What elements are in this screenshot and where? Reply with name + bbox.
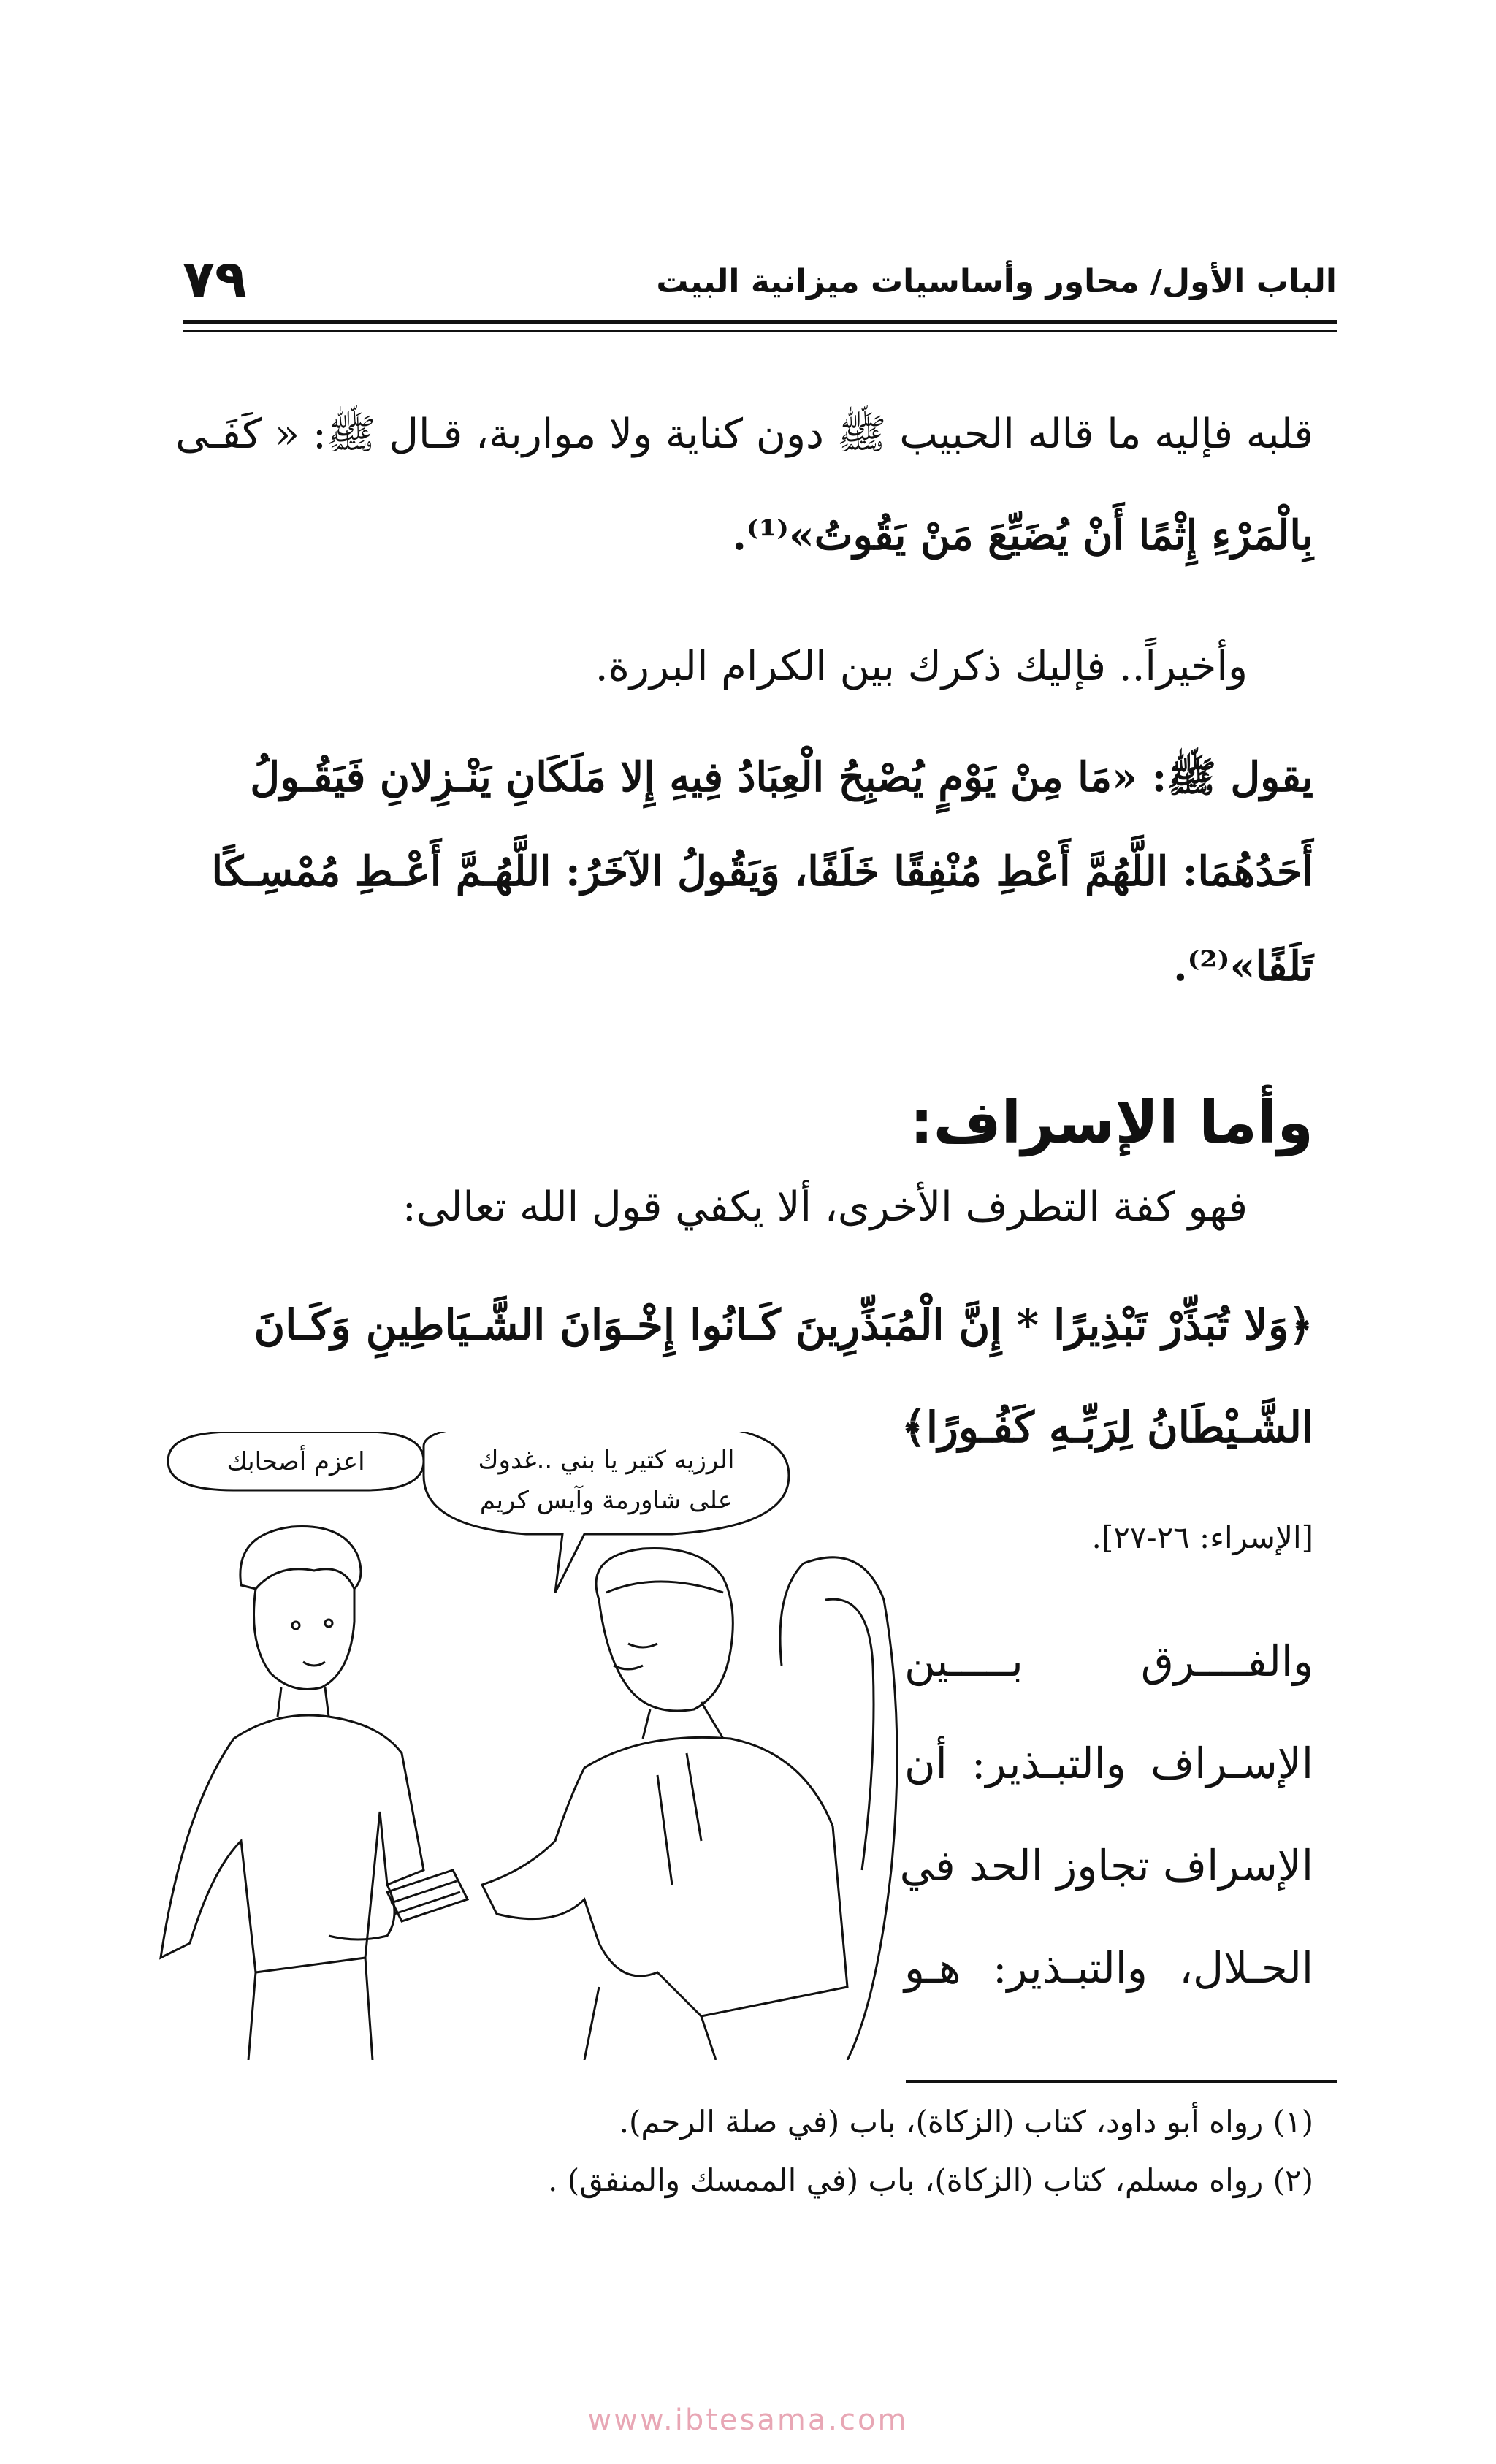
footnote-1: (١) رواه أبو داود، كتاب (الزكاة)، باب (في صلة الرحم). (619, 2104, 1313, 2140)
page-header (183, 234, 1337, 321)
paragraph-3-line-2: أَحَدُهُمَا: اللَّهُمَّ أَعْطِ مُنْفِقًا خَلَفًا، وَيَقُولُ الآخَرُ: اللَّهُـمَّ أَعْـطِ مُمْسِـكًا (211, 847, 1313, 896)
man-bubble-text-1: الرزيه كتير يا بني ..غدوك (478, 1446, 735, 1475)
verse-reference: [الإسراء: ٢٦-٢٧]. (1091, 1519, 1313, 1555)
paragraph-4: فهو كفة التطرف الأخرى، ألا يكفي قول الله تعالى: (402, 1183, 1248, 1231)
paragraph-2: وأخيراً.. فإليك ذكرك بين الكرام البررة. (595, 643, 1248, 690)
armchair (780, 1557, 897, 2060)
quran-verse-line-2: الشَّـيْطَانُ لِرَبِّـهِ كَفُـورًا﴾ (901, 1403, 1313, 1452)
paragraph-3-line-1: يقول ﷺ: «مَا مِنْ يَوْمٍ يُصْبِحُ الْعِبَادُ فِيهِ إِلا مَلَكَانِ يَنْـزِلانِ فَيَقُـولُ (250, 753, 1313, 801)
watermark: www.ibtesama.com (587, 2403, 909, 2437)
side-text-line-1: والفــــرق بـــــين (904, 1636, 1313, 1686)
paragraph-3-line-3: تَلَفًا»⁽²⁾. (1173, 942, 1313, 991)
header-rule-thin (183, 330, 1337, 332)
man-bubble-text-2: على شاورمة وآيس كريم (479, 1486, 733, 1515)
page-number: ٧٩ (183, 248, 247, 310)
side-text-line-4: الحـلال، والتبـذير: هـو (904, 1943, 1313, 1993)
paragraph-1-line-2: بِالْمَرْءِ إِثْمًا أَنْ يُضَيِّعَ مَنْ يَقُوتُ»⁽¹⁾. (732, 511, 1313, 560)
footnote-2: (٢) رواه مسلم، كتاب (الزكاة)، باب (في الممسك والمنفق) . (548, 2162, 1313, 2198)
man-figure (482, 1549, 847, 2061)
footnote-rule (906, 2080, 1337, 2083)
paragraph-1-line-1: قلبه فإليه ما قاله الحبيب ﷺ دون كناية ولا مواربة، قـال ﷺ: « كَفَـى (175, 411, 1313, 458)
header-rule (183, 320, 1337, 324)
section-heading: وأما الإسراف: (909, 1088, 1313, 1156)
boy-figure (161, 1527, 424, 2061)
cartoon-illustration (146, 1432, 942, 2060)
money-bills (387, 1870, 468, 1921)
running-head: الباب الأول/ محاور وأساسيات ميزانية البيت (656, 263, 1337, 300)
quran-verse-line-1: ﴿وَلا تُبَذِّرْ تَبْذِيرًا * إِنَّ الْمُبَذِّرِينَ كَـانُوا إِخْـوَانَ الشَّـيَاطِينِ وَكَـانَ (253, 1300, 1313, 1350)
boy-bubble-text: اعزم أصحابك (226, 1447, 365, 1476)
side-text-line-3: الإسراف تجاوز الحد في (899, 1841, 1313, 1891)
side-text-line-2: الإسـراف والتبـذير: أن (904, 1739, 1313, 1788)
